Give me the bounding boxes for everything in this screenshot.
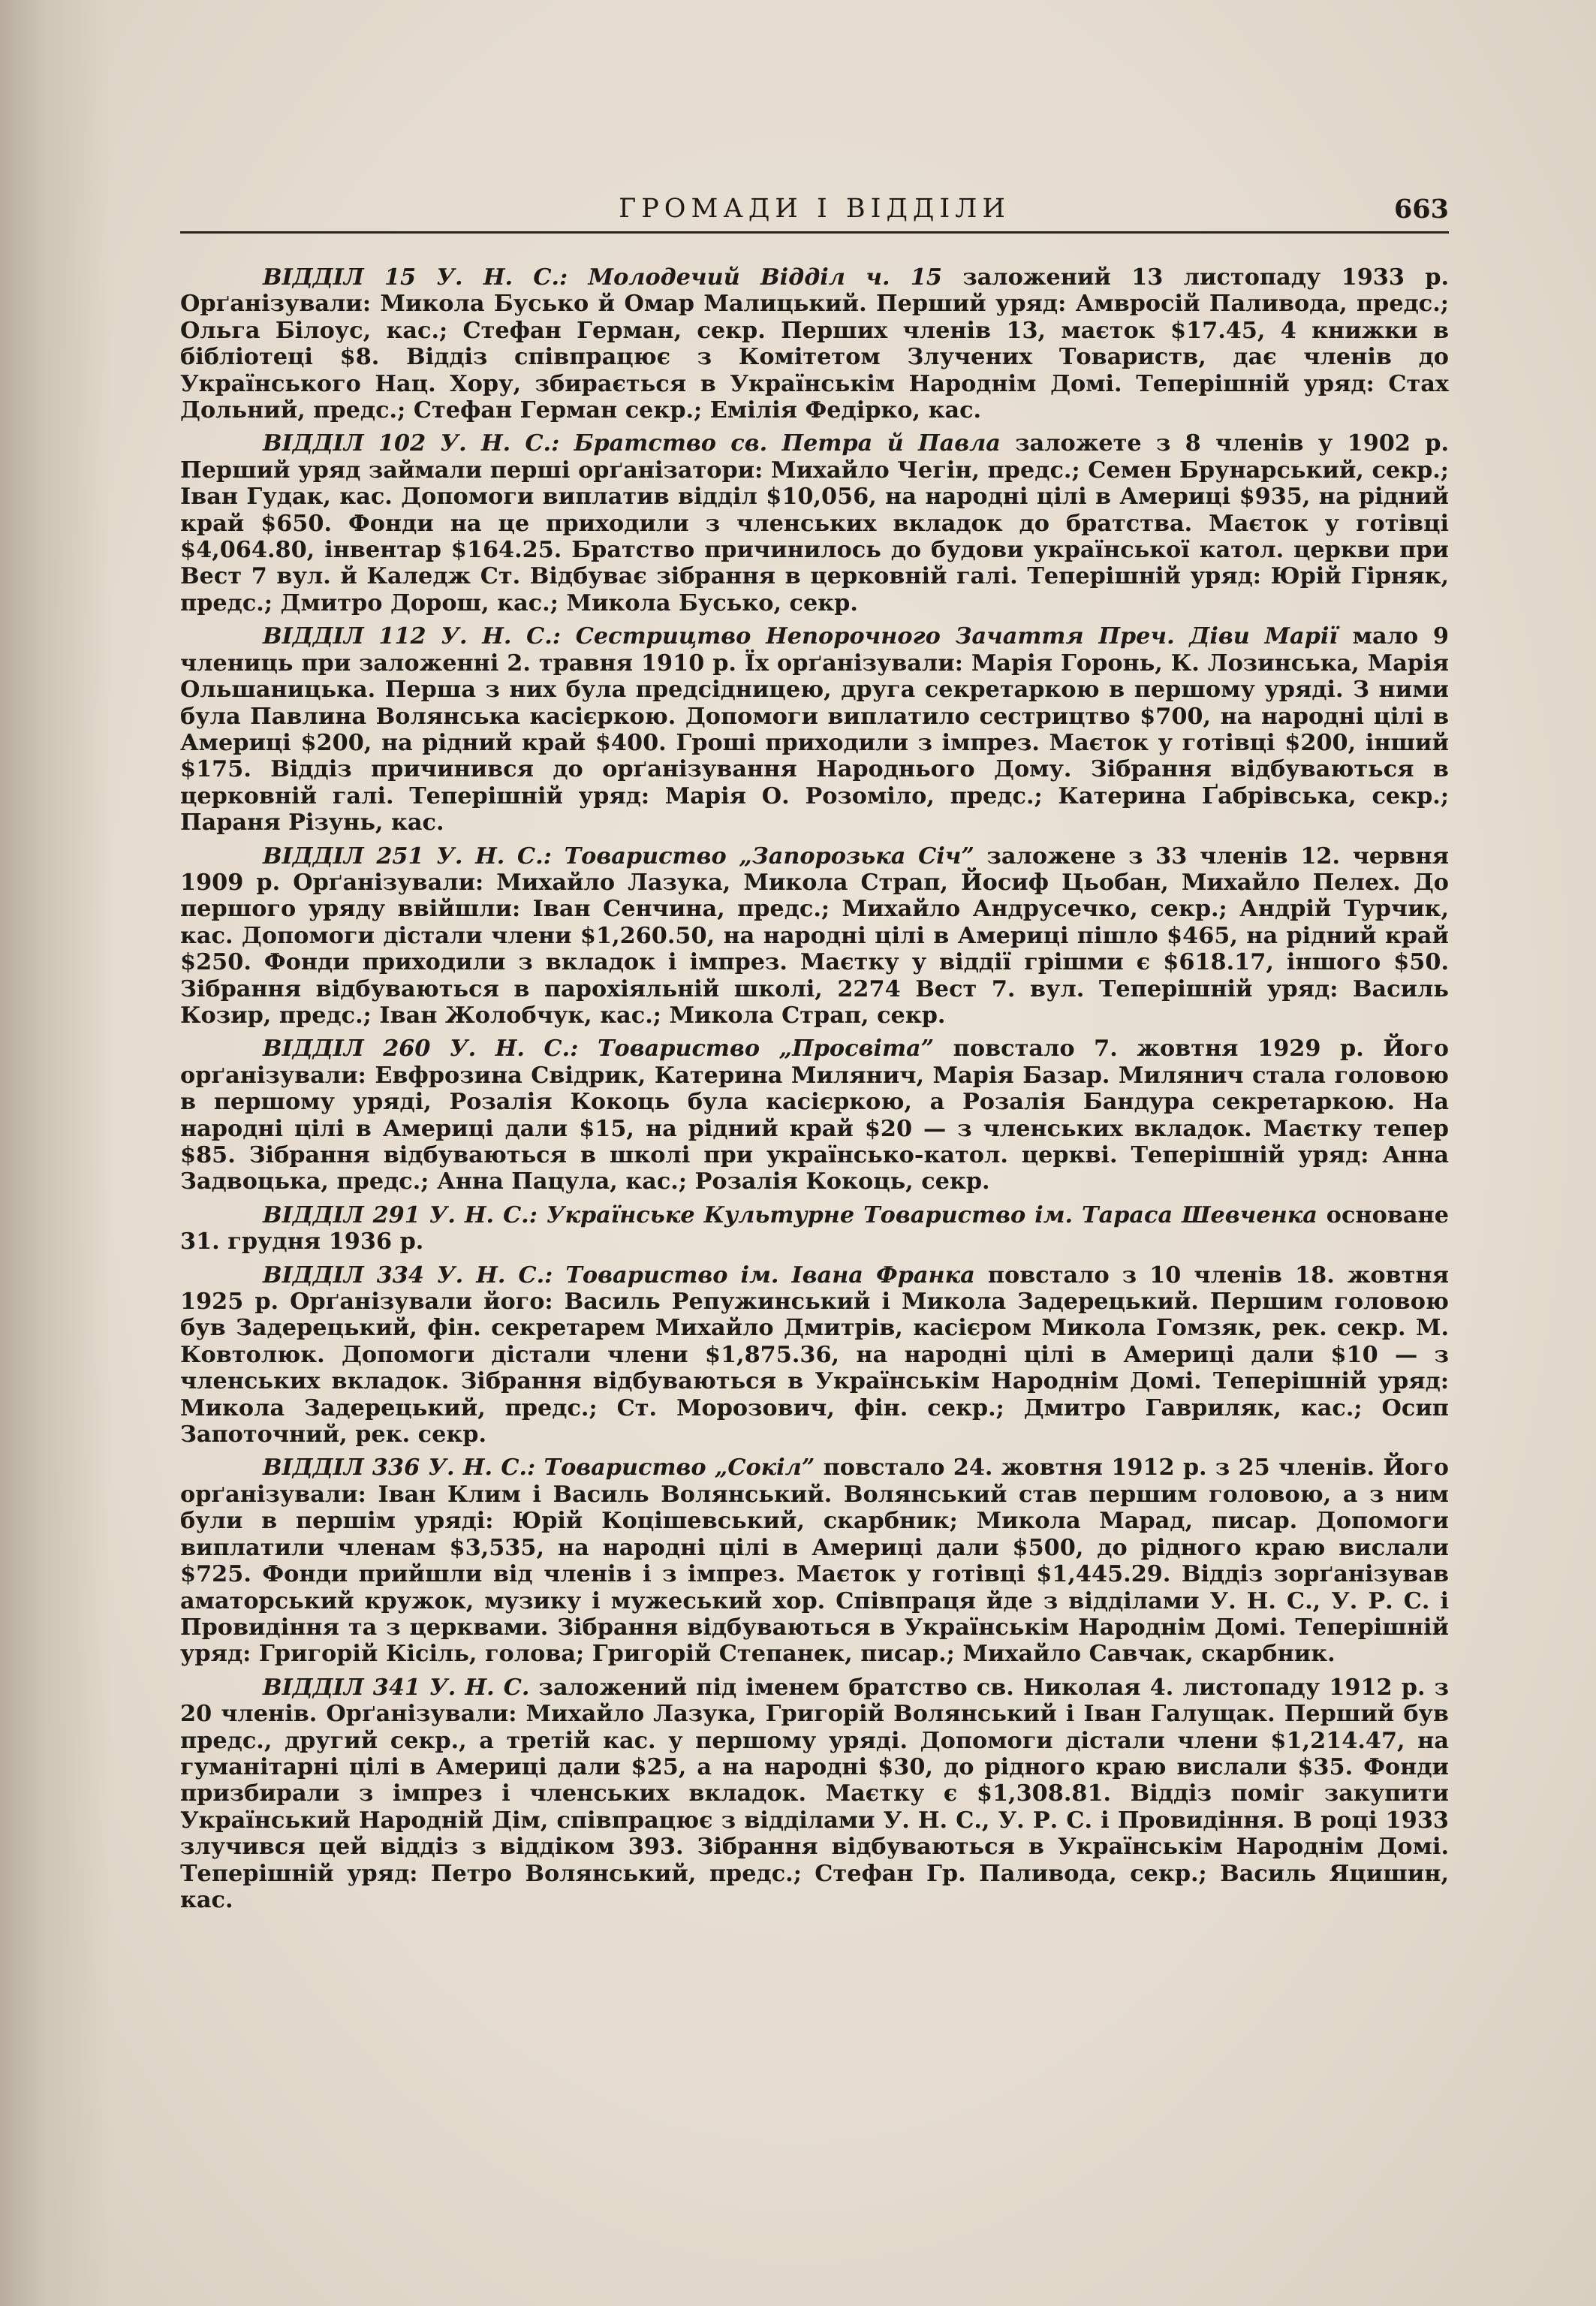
- running-head: ГРОМАДИ І ВІДДІЛИ: [619, 194, 1010, 224]
- page-number: 663: [1393, 194, 1449, 225]
- entry-heading: ВІДДІЛ 291 У. Н. С.: Українське Культурне Товариство ім. Тараса Шевченка: [263, 1201, 1317, 1228]
- entry-text: заложене з 33 членів 12. червня 1909 р. Орґанізували: Михайло Лазука, Микола Страп, Йосиф Цьобан, Михайло Пелех. До першого уряду ввійшли: Іван Сенчина, предс.; Михайло Андрусечко, секр.; Андрій Турчик, кас. Допомоги дістали члени $1,260.50, на народні цілі в Америці пішло $465, на рідний край $250. Фонди приходили з вкладок і імпрез. Маєтку у віддії грішми є $618.17, іншого $50. Зібрання відбуваються в парохіяльній школі, 2274 Вест 7. вул. Теперішній уряд: Василь Козир, предс.; Іван Жолобчук, кас.; Микола Страп, секр.: [180, 843, 1449, 1029]
- entry-heading: ВІДДІЛ 341 У. Н. С.: [263, 1674, 530, 1701]
- entry-heading: ВІДДІЛ 260 У. Н. С.: Товариство „Просвіта”: [263, 1035, 935, 1063]
- entry-paragraph: [180, 1454, 1449, 1667]
- page-binding-shadow: [0, 0, 113, 2306]
- entry-heading: ВІДДІЛ 251 У. Н. С.: Товариство „Запорозька Січ”: [263, 843, 974, 870]
- entry-text: повстало 24. жовтня 1912 р. з 25 членів. Його орґанізували: Іван Клим і Василь Волянський. Волянський став першим головою, а з ним були в першім уряді: Юрій Коцішевський, скарбник; Микола Марад, писар. Допомоги виплатили членам $3,535, на народні цілі в Америці дали $500, до рідного краю вислали $725. Фонди прийшли від членів і з імпрез. Маєток у готівці $1,445.29. Віддіз зорґанізував аматорський кружок, музику і мужеський хор. Співпраця йде з відділами У. Н. С., У. Р. С. і Провидіння та з церквами. Зібрання відбуваються в Українськім Народнім Домі. Теперішній уряд: Григорій Кісіль, голова; Григорій Степанек, писар.; Михайло Савчак, скарбник.: [180, 1454, 1450, 1668]
- entry-text: заложений під іменем братство св. Николая 4. листопаду 1912 р. з 20 членів. Орґанізували: Михайло Лазука, Григорій Волянський і Іван Галущак. Перший був предс., другий секр., а третій кас. у першому уряді. Допомоги дістали члени $1,214.47, на гуманітарні цілі в Америці дали $25, а на народні $30, до рідного краю вислали $35. Фонди призбирали з імпрез і членських вкладок. Маєтку є $1,308.81. Віддіз поміг закупити Український Народній Дім, співпрацює з відділами У. Н. С., У. Р. С. і Провидіння. В році 1933 злучився цей віддіз з віддіком 393. Зібрання відбуваються в Українськім Народнім Домі. Теперішній уряд: Петро Волянський, предс.; Стефан Гр. Паливода, секр.; Василь Яцишин, кас.: [180, 1674, 1449, 1913]
- entry-paragraph: [180, 1262, 1449, 1448]
- entry-text: повстало 7. жовтня 1929 р. Його орґанізували: Евфрозина Свідрик, Катерина Милянич, Марія Базар. Милянич стала головою в першому уряді, Розалія Кокоць була касієркою, а Розалія Бандура секретаркою. На народні цілі в Америці дали $15, на рідний край $20 — з членських вкладок. Маєтку тепер $85. Зібрання відбуваються в школі при українсько-катол. церкві. Теперішній уряд: Анна Задвоцька, предс.; Анна Пацула, кас.; Розалія Кокоць, секр.: [180, 1035, 1449, 1195]
- entry-heading: ВІДДІЛ 102 У. Н. С.: Братство св. Петра й Павла: [263, 430, 1001, 457]
- entry-paragraph: [180, 430, 1449, 616]
- entry-paragraph: [180, 264, 1449, 424]
- entry-heading: ВІДДІЛ 112 У. Н. С.: Сестрицтво Непорочного Зачаття Преч. Діви Марії: [263, 623, 1338, 650]
- entry-paragraph: [180, 843, 1449, 1029]
- entry-heading: ВІДДІЛ 15 У. Н. С.: Молодечий Відділ ч. 15: [263, 264, 942, 291]
- entry-paragraph: [180, 1674, 1449, 1914]
- entry-paragraph: [180, 1202, 1449, 1255]
- entry-text: заложений 13 листопаду 1933 р. Орґанізували: Микола Бусько й Омар Малицький. Перший уряд: Амвросій Паливода, предс.; Ольга Білоус, кас.; Стефан Герман, секр. Перших членів 13, маєток $17.45, 4 книжки в бібліотеці $8. Віддіз співпрацює з Комітетом Злучених Товариств, дає членів до Українського Нац. Хору, збирається в Українськім Народнім Домі. Теперішній уряд: Стах Дольний, предс.; Стефан Герман секр.; Емілія Федірко, кас.: [180, 264, 1449, 424]
- entry-text: заложете з 8 членів у 1902 р. Перший уряд займали перші орґанізатори: Михайло Чегін, предс.; Семен Брунарський, секр.; Іван Гудак, кас. Допомоги виплатив відділ $10,056, на народні цілі в Америці $935, на рідний край $650. Фонди на це приходили з членських вкладок до братства. Маєток у готівці $4,064.80, інвентар $164.25. Братство причинилось до будови української катол. церкви при Вест 7 вул. й Каледж Ст. Відбуває зібрання в церковній галі. Теперішній уряд: Юрій Гірняк, предс.; Дмитро Дорош, кас.; Микола Бусько, секр.: [180, 430, 1449, 616]
- entry-text: повстало з 10 членів 18. жовтня 1925 р. Орґанізували його: Василь Репужинський і Микола Задерецький. Першим головою був Задерецький, фін. секретарем Михайло Дмитрів, касієром Микола Гомзяк, рек. секр. М. Ковтолюк. Допомоги дістали члени $1,875.36, на народні цілі в Америці дали $10 — з членських вкладок. Зібрання відбуваються в Українськім Народнім Домі. Теперішній уряд: Микола Задерецький, предс.; Ст. Морозович, фін. секр.; Дмитро Гавриляк, кас.; Осип Запоточний, рек. секр.: [180, 1262, 1449, 1448]
- entry-text: мало 9 члениць при заложенні 2. травня 1910 р. Їх орґанізували: Марія Горонь, К. Лозинська, Марія Ольшаницька. Перша з них була предсідницею, друга секретаркою в першому уряді. З ними була Павлина Волянська касієркою. Допомоги виплатило сестрицтво $700, на народні цілі в Америці $200, на рідний край $400. Гроші приходили з імпрез. Маєток у готівці $200, інший $175. Віддіз причинився до орґанізування Народнього Дому. Зібрання відбуваються в церковній галі. Теперішній уряд: Марія О. Розоміло, предс.; Катерина Ґабрівська, секр.; Параня Різунь, кас.: [180, 623, 1449, 836]
- page-body: [180, 264, 1449, 1920]
- entry-paragraph: [180, 1035, 1449, 1195]
- entry-text: основане 31. грудня 1936 р.: [180, 1201, 1449, 1255]
- entry-paragraph: [180, 623, 1449, 836]
- entry-heading: ВІДДІЛ 334 У. Н. С.: Товариство ім. Івана Франка: [263, 1262, 975, 1289]
- entry-heading: ВІДДІЛ 336 У. Н. С.: Товариство „Сокіл”: [263, 1454, 815, 1482]
- page-header: [180, 189, 1449, 234]
